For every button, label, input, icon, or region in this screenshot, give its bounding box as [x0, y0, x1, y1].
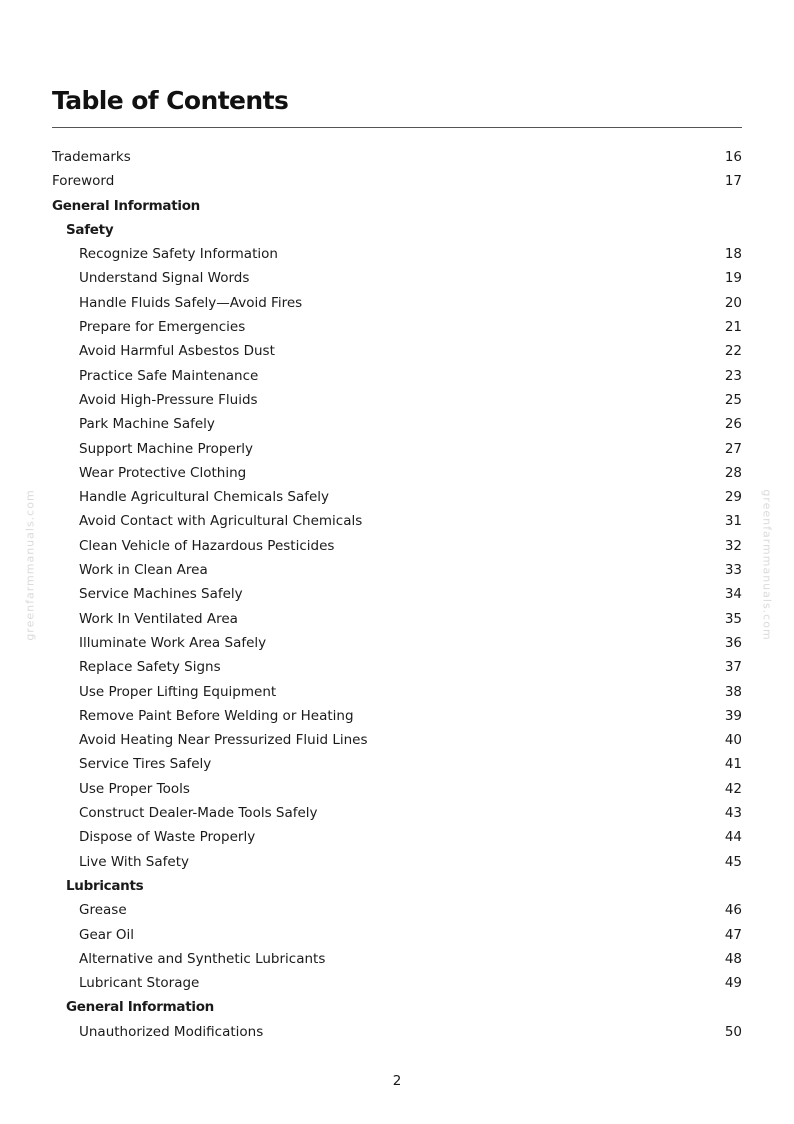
toc-entry-label: Handle Fluids Safely—Avoid Fires	[79, 294, 303, 311]
toc-entry-page: 32	[724, 537, 742, 554]
toc-entry[interactable]	[52, 437, 742, 461]
toc-entry-page: 50	[724, 1023, 742, 1040]
toc-entry-page: 38	[724, 683, 742, 700]
toc-entry-page: 31	[724, 513, 742, 530]
toc-entry-page: 42	[724, 780, 742, 797]
toc-entry[interactable]	[52, 947, 742, 971]
watermark-left: greenfarmmanuals.com	[23, 489, 37, 641]
toc-entry-page: 23	[724, 367, 742, 384]
toc-entry-page: 19	[724, 270, 742, 287]
toc-entry-page: 22	[724, 343, 742, 360]
toc-entry[interactable]	[52, 485, 742, 509]
toc-entry-label: Park Machine Safely	[79, 416, 215, 433]
toc-entry[interactable]	[52, 509, 742, 533]
toc-entry-label: Lubricants	[66, 877, 144, 894]
toc-entry-label: General Information	[52, 197, 200, 214]
toc-entry-label: Handle Agricultural Chemicals Safely	[79, 489, 330, 506]
toc-entry-label: Service Machines Safely	[79, 586, 243, 603]
toc-entry[interactable]	[52, 242, 742, 266]
toc-entry-label: Safety	[66, 221, 114, 238]
toc-entry[interactable]	[52, 971, 742, 995]
toc-entry[interactable]	[52, 923, 742, 947]
toc-entry-page: 47	[724, 926, 742, 943]
toc-entry-page: 26	[724, 416, 742, 433]
toc-entry-page: 46	[724, 902, 742, 919]
table-of-contents	[52, 145, 742, 1044]
toc-entry-label: Support Machine Properly	[79, 440, 254, 457]
toc-entry-label: Trademarks	[52, 149, 131, 165]
toc-entry[interactable]	[52, 777, 742, 801]
toc-entry-label: Wear Protective Clothing	[79, 464, 247, 481]
toc-entry-label: Recognize Safety Information	[79, 246, 278, 263]
toc-entry-label: Understand Signal Words	[79, 270, 250, 287]
toc-entry-label: Illuminate Work Area Safely	[79, 634, 267, 651]
toc-entry[interactable]	[52, 582, 742, 606]
toc-entry-label: Unauthorized Modifications	[79, 1023, 264, 1040]
toc-entry[interactable]	[52, 1020, 742, 1044]
toc-entry-page: 40	[724, 732, 742, 749]
toc-entry-label: Grease	[79, 902, 127, 919]
toc-entry-page: 37	[724, 659, 742, 676]
toc-entry[interactable]	[52, 728, 742, 752]
toc-entry[interactable]	[52, 558, 742, 582]
toc-entry[interactable]	[52, 339, 742, 363]
toc-entry-label: Clean Vehicle of Hazardous Pesticides	[79, 537, 335, 554]
toc-entry-page: 21	[724, 319, 742, 336]
toc-entry[interactable]	[52, 825, 742, 849]
toc-entry[interactable]	[52, 801, 742, 825]
toc-entry-label: Work In Ventilated Area	[79, 610, 238, 627]
toc-entry-label: Avoid Harmful Asbestos Dust	[79, 343, 275, 360]
toc-entry[interactable]	[52, 364, 742, 388]
toc-entry-label: Practice Safe Maintenance	[79, 367, 259, 384]
toc-entry-label: General Information	[66, 999, 214, 1016]
toc-entry[interactable]	[52, 704, 742, 728]
toc-entry-label: Use Proper Lifting Equipment	[79, 683, 277, 700]
toc-section-heading	[52, 874, 742, 898]
toc-entry[interactable]	[52, 607, 742, 631]
toc-entry-page: 17	[724, 173, 742, 190]
toc-entry[interactable]	[52, 291, 742, 315]
toc-entry-label: Use Proper Tools	[79, 780, 190, 797]
toc-entry-page: 49	[724, 975, 742, 992]
page-title: Table of Contents	[52, 86, 289, 115]
toc-entry[interactable]	[52, 145, 742, 169]
toc-entry-page: 34	[724, 586, 742, 603]
toc-entry-label: Work in Clean Area	[79, 562, 208, 579]
toc-entry-page: 29	[724, 489, 742, 506]
toc-entry-page: 44	[724, 829, 742, 846]
toc-entry-label: Gear Oil	[79, 926, 135, 943]
toc-entry-label: Replace Safety Signs	[79, 659, 221, 676]
toc-section-heading	[52, 995, 742, 1019]
toc-entry-label: Avoid Heating Near Pressurized Fluid Lines	[79, 732, 368, 749]
toc-entry[interactable]	[52, 898, 742, 922]
toc-entry-page: 45	[724, 853, 742, 870]
toc-entry-page: 39	[724, 707, 742, 724]
toc-section-heading	[52, 194, 742, 218]
toc-entry[interactable]	[52, 655, 742, 679]
toc-entry-label: Construct Dealer-Made Tools Safely	[79, 805, 318, 822]
toc-entry[interactable]	[52, 534, 742, 558]
toc-entry-page: 36	[724, 634, 742, 651]
toc-section-heading	[52, 218, 742, 242]
toc-entry-label: Live With Safety	[79, 853, 189, 870]
toc-entry[interactable]	[52, 461, 742, 485]
toc-entry-label: Dispose of Waste Properly	[79, 829, 256, 846]
toc-entry-page: 18	[724, 246, 742, 263]
toc-entry[interactable]	[52, 412, 742, 436]
toc-entry-page: 35	[724, 610, 742, 627]
toc-entry[interactable]	[52, 266, 742, 290]
toc-entry[interactable]	[52, 752, 742, 776]
toc-entry-label: Foreword	[52, 173, 115, 190]
toc-entry-label: Avoid High-Pressure Fluids	[79, 391, 258, 408]
toc-entry[interactable]	[52, 631, 742, 655]
watermark-right: greenfarmmanuals.com	[760, 489, 774, 641]
toc-entry-page: 20	[724, 294, 742, 311]
title-divider	[52, 127, 742, 128]
page-number: 2	[392, 1073, 402, 1089]
toc-entry[interactable]	[52, 169, 742, 193]
toc-entry-page: 41	[724, 756, 742, 773]
toc-entry-page: 48	[724, 950, 742, 967]
toc-entry-label: Lubricant Storage	[79, 975, 200, 992]
toc-entry-page: 25	[724, 391, 742, 408]
toc-entry-page: 33	[724, 562, 742, 579]
toc-entry[interactable]	[52, 388, 742, 412]
toc-entry[interactable]	[52, 850, 742, 874]
toc-entry-label: Prepare for Emergencies	[79, 319, 246, 336]
toc-entry-label: Alternative and Synthetic Lubricants	[79, 950, 326, 967]
toc-entry[interactable]	[52, 680, 742, 704]
toc-entry-page: 43	[724, 805, 742, 822]
toc-entry[interactable]	[52, 315, 742, 339]
toc-entry-label: Service Tires Safely	[79, 756, 212, 773]
toc-entry-page: 27	[724, 440, 742, 457]
toc-entry-page: 28	[724, 464, 742, 481]
toc-entry-page: 16	[724, 149, 742, 165]
toc-entry-label: Remove Paint Before Welding or Heating	[79, 707, 354, 724]
toc-entry-label: Avoid Contact with Agricultural Chemicals	[79, 513, 363, 530]
